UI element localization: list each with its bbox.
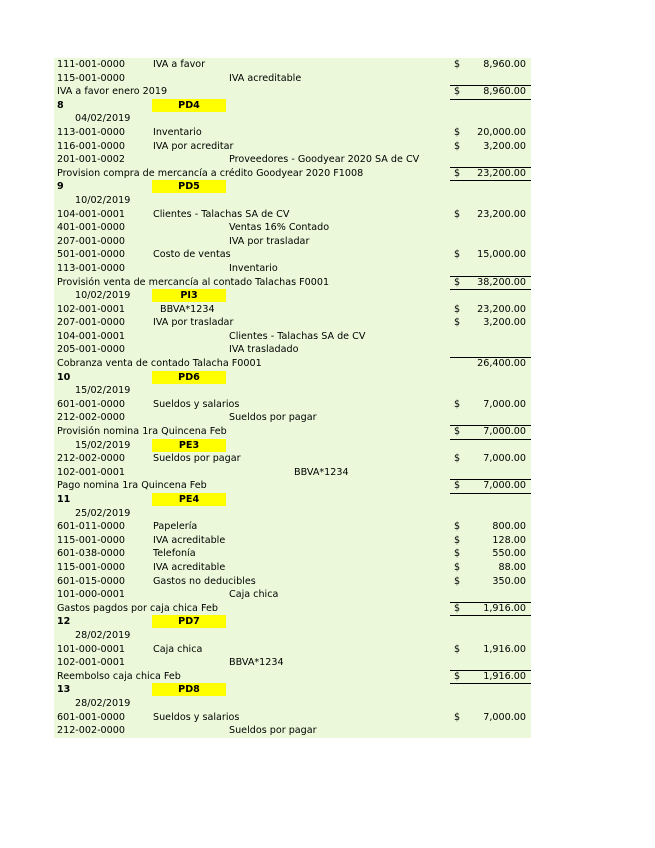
account-code: 116-001-0000 <box>57 140 125 152</box>
account-code: 201-001-0002 <box>57 154 125 166</box>
amount: 3,200.00 <box>483 140 526 152</box>
account-code: 102-001-0001 <box>57 303 125 315</box>
ledger-row <box>54 711 531 725</box>
entry-number: 10 <box>57 371 71 383</box>
amount: 23,200.00 <box>477 303 526 315</box>
ledger-row <box>54 153 531 167</box>
entry-total-row <box>54 357 531 371</box>
currency-symbol: $ <box>454 167 461 179</box>
amount: 1,916.00 <box>483 643 526 655</box>
policy-tag: PE3 <box>152 439 226 452</box>
account-description: BBVA*1234 <box>160 303 215 315</box>
total-amount: 1,916.00 <box>483 670 526 682</box>
account-code: 601-001-0000 <box>57 398 125 410</box>
account-description: Inventario <box>229 262 278 274</box>
account-code: 101-000-0001 <box>57 589 125 601</box>
account-code: 212-002-0000 <box>57 725 125 737</box>
account-code: 104-001-0001 <box>57 330 125 342</box>
currency-symbol: $ <box>454 521 461 533</box>
entry-date-row <box>54 629 531 643</box>
entry-date-row <box>54 507 531 521</box>
account-description: IVA a favor <box>153 59 206 70</box>
ledger-row <box>54 398 531 412</box>
total-amount: 7,000.00 <box>483 426 526 438</box>
amount: 7,000.00 <box>483 711 526 723</box>
account-code: 104-001-0001 <box>57 208 125 220</box>
account-description: Costo de ventas <box>153 249 231 261</box>
currency-symbol: $ <box>454 602 461 614</box>
policy-tag: PD6 <box>152 371 226 384</box>
account-description: Sueldos y salarios <box>153 398 240 410</box>
account-description: Sueldos por pagar <box>153 453 241 465</box>
ledger-row <box>54 575 531 589</box>
entry-date: 25/02/2019 <box>75 507 131 519</box>
account-description: IVA acreditable <box>153 561 226 573</box>
account-description: IVA por acreditar <box>153 140 234 152</box>
policy-tag: PD7 <box>152 615 226 628</box>
entry-date: 28/02/2019 <box>75 629 131 641</box>
ledger-row <box>54 643 531 657</box>
account-description: IVA trasladado <box>229 344 299 356</box>
entry-header-row <box>54 615 531 629</box>
currency-symbol: $ <box>454 561 461 573</box>
entry-number: 12 <box>57 616 71 628</box>
currency-symbol: $ <box>454 426 461 438</box>
ledger-row <box>54 343 531 357</box>
account-code: 601-038-0000 <box>57 548 125 560</box>
total-amount: 8,960.00 <box>483 86 526 98</box>
policy-tag: PD5 <box>152 180 226 193</box>
account-code: 102-001-0001 <box>57 657 125 669</box>
ledger-row <box>54 58 531 72</box>
account-code: 601-015-0000 <box>57 575 125 587</box>
account-description: Sueldos por pagar <box>229 725 317 737</box>
account-description: Clientes - Talachas SA de CV <box>153 208 290 220</box>
amount: 550.00 <box>492 548 526 560</box>
ledger-sheet <box>54 58 531 738</box>
account-code: 207-001-0000 <box>57 235 125 247</box>
entry-total-row <box>54 602 531 616</box>
ledger-row <box>54 561 531 575</box>
account-code: 601-011-0000 <box>57 521 125 533</box>
entry-description: Gastos pagdos por caja chica Feb <box>57 602 218 614</box>
entry-date-row <box>54 112 531 126</box>
entry-header-row <box>54 439 531 453</box>
entry-number: 9 <box>57 181 64 193</box>
account-description: BBVA*1234 <box>229 657 284 669</box>
ledger-row <box>54 140 531 154</box>
amount: 800.00 <box>492 521 526 533</box>
account-description: IVA acreditable <box>153 534 226 546</box>
ledger-row <box>54 126 531 140</box>
account-description: Sueldos y salarios <box>153 711 240 723</box>
ledger-row <box>54 330 531 344</box>
currency-symbol: $ <box>454 276 461 288</box>
ledger-row <box>54 221 531 235</box>
account-code: 111-001-0000 <box>57 59 125 70</box>
account-code: 207-001-0000 <box>57 317 125 329</box>
amount: 3,200.00 <box>483 317 526 329</box>
entry-date: 04/02/2019 <box>75 113 131 125</box>
entry-total-row <box>54 479 531 493</box>
ledger-row <box>54 520 531 534</box>
account-description: BBVA*1234 <box>294 466 349 478</box>
account-description: Gastos no deducibles <box>153 575 256 587</box>
entry-total-row <box>54 85 531 99</box>
entry-header-row <box>54 99 531 113</box>
currency-symbol: $ <box>454 480 461 492</box>
amount: 7,000.00 <box>483 398 526 410</box>
entry-number: 11 <box>57 494 71 505</box>
policy-tag: PD4 <box>152 99 226 112</box>
amount: 7,000.00 <box>483 453 526 465</box>
account-description: IVA por trasladar <box>229 235 310 247</box>
policy-tag: PI3 <box>152 289 226 302</box>
currency-symbol: $ <box>454 208 461 220</box>
entry-description: IVA a favor enero 2019 <box>57 86 168 98</box>
currency-symbol: $ <box>454 126 461 138</box>
currency-symbol: $ <box>454 398 461 410</box>
account-code: 401-001-0000 <box>57 222 125 234</box>
ledger-row <box>54 411 531 425</box>
amount: 88.00 <box>498 561 526 573</box>
account-code: 113-001-0000 <box>57 262 125 274</box>
total-amount: 23,200.00 <box>477 167 526 179</box>
amount: 350.00 <box>492 575 526 587</box>
account-description: Sueldos por pagar <box>229 412 317 424</box>
account-code: 115-001-0000 <box>57 534 125 546</box>
entry-total-row <box>54 425 531 439</box>
entry-header-row <box>54 683 531 697</box>
currency-symbol: $ <box>454 453 461 465</box>
total-amount: 1,916.00 <box>483 602 526 614</box>
entry-description: Reembolso caja chica Feb <box>57 670 181 682</box>
entry-header-row <box>54 371 531 385</box>
account-description: Ventas 16% Contado <box>229 222 330 234</box>
currency-symbol: $ <box>454 548 461 560</box>
entry-header-row <box>54 180 531 194</box>
currency-symbol: $ <box>454 643 461 655</box>
entry-date: 10/02/2019 <box>75 290 131 302</box>
currency-symbol: $ <box>454 670 461 682</box>
policy-tag: PE4 <box>152 493 226 506</box>
account-code: 115-001-0000 <box>57 561 125 573</box>
entry-description: Cobranza venta de contado Talacha F0001 <box>57 358 262 370</box>
account-description: Caja chica <box>153 643 203 655</box>
entry-header-row <box>54 289 531 303</box>
ledger-row <box>54 452 531 466</box>
entry-description: Provisión nomina 1ra Quincena Feb <box>57 426 227 438</box>
entry-date: 10/02/2019 <box>75 194 131 206</box>
account-code: 205-001-0000 <box>57 344 125 356</box>
amount: 8,960.00 <box>483 59 526 70</box>
entry-description: Pago nomina 1ra Quincena Feb <box>57 480 207 492</box>
account-code: 102-001-0001 <box>57 466 125 478</box>
account-code: 113-001-0000 <box>57 126 125 138</box>
entry-date: 15/02/2019 <box>75 439 131 451</box>
account-description: Clientes - Talachas SA de CV <box>229 330 366 342</box>
entry-total-row <box>54 670 531 684</box>
ledger-row <box>54 262 531 276</box>
ledger-row <box>54 248 531 262</box>
entry-header-row <box>54 493 531 507</box>
ledger-row <box>54 588 531 602</box>
account-description: Papelería <box>153 521 198 533</box>
ledger-row <box>54 534 531 548</box>
entry-date: 28/02/2019 <box>75 697 131 709</box>
amount: 15,000.00 <box>477 249 526 261</box>
entry-total-row <box>54 276 531 290</box>
account-description: Inventario <box>153 126 202 138</box>
currency-symbol: $ <box>454 86 461 98</box>
currency-symbol: $ <box>454 711 461 723</box>
entry-total-row <box>54 167 531 181</box>
account-code: 101-000-0001 <box>57 643 125 655</box>
account-code: 212-002-0000 <box>57 453 125 465</box>
amount: 128.00 <box>492 534 526 546</box>
account-description: Telefonía <box>153 548 196 560</box>
amount: 23,200.00 <box>477 208 526 220</box>
entry-date-row <box>54 194 531 208</box>
currency-symbol: $ <box>454 59 461 70</box>
currency-symbol: $ <box>454 534 461 546</box>
total-amount: 26,400.00 <box>477 358 526 370</box>
total-amount: 38,200.00 <box>477 276 526 288</box>
account-code: 212-002-0000 <box>57 412 125 424</box>
entry-date-row <box>54 697 531 711</box>
total-amount: 7,000.00 <box>483 480 526 492</box>
account-description: Caja chica <box>229 589 279 601</box>
entry-date: 15/02/2019 <box>75 385 131 397</box>
entry-number: 8 <box>57 99 64 111</box>
ledger-row <box>54 724 531 738</box>
ledger-row <box>54 208 531 222</box>
entry-description: Provisión venta de mercancía al contado Talachas F0001 <box>57 276 330 288</box>
ledger-row <box>54 235 531 249</box>
account-description: Proveedores - Goodyear 2020 SA de CV <box>229 154 420 166</box>
currency-symbol: $ <box>454 249 461 261</box>
ledger-row <box>54 466 531 480</box>
entry-number: 13 <box>57 684 71 696</box>
policy-tag: PD8 <box>152 683 226 696</box>
account-description: IVA por trasladar <box>153 317 234 329</box>
amount: 20,000.00 <box>477 126 526 138</box>
ledger-row <box>54 547 531 561</box>
currency-symbol: $ <box>454 575 461 587</box>
account-code: 601-001-0000 <box>57 711 125 723</box>
entry-date-row <box>54 384 531 398</box>
ledger-row <box>54 303 531 317</box>
ledger-row <box>54 316 531 330</box>
ledger-row <box>54 72 531 86</box>
currency-symbol: $ <box>454 303 461 315</box>
account-description: IVA acreditable <box>229 72 302 84</box>
ledger-row <box>54 656 531 670</box>
currency-symbol: $ <box>454 140 461 152</box>
entry-description: Provision compra de mercancía a crédito Goodyear 2020 F1008 <box>57 167 364 179</box>
account-code: 501-001-0000 <box>57 249 125 261</box>
currency-symbol: $ <box>454 317 461 329</box>
account-code: 115-001-0000 <box>57 72 125 84</box>
